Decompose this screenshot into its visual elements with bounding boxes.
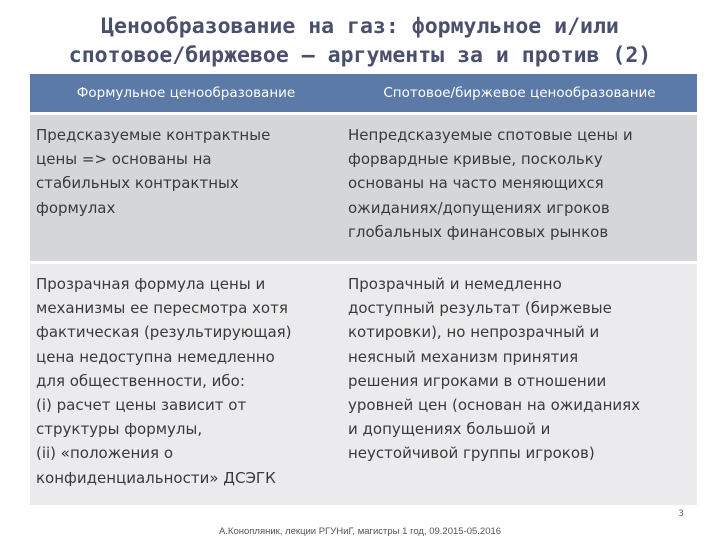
cell-formula-transparency — [30, 264, 342, 505]
text-line: решения игроками в отношении — [348, 371, 607, 390]
slide-title — [0, 12, 720, 70]
text-line: основаны на часто меняющихся — [348, 174, 604, 193]
header-spot-pricing: Спотовое/биржевое ценообразование — [383, 85, 656, 101]
comparison-table — [30, 74, 697, 505]
text-line: доступный результат (биржевые — [348, 299, 612, 318]
text-line: для общественности, ибо: — [36, 371, 245, 390]
footer-credit: А.Конопляник, лекции РГУНиГ, магистры 1 год, 09.2015-05.2016 — [218, 526, 502, 537]
table-header — [30, 74, 697, 112]
cell-spot-transparency — [342, 264, 697, 505]
text-line: форвардные кривые, поскольку — [348, 150, 603, 169]
text-line: Непредсказуемые спотовые цены и — [348, 126, 633, 144]
text-line: Прозрачный и немедленно — [348, 275, 562, 293]
text-line: конфиденциальности» ДСЭГК — [36, 468, 276, 487]
title-line-1: Ценообразование на газ: формульное и/или — [101, 14, 619, 39]
title-line-2: спотовое/биржевое – аргументы за и против (2) — [68, 43, 652, 68]
cell-formula-predictability — [30, 115, 342, 261]
text-line: и допущениях большой и — [348, 420, 551, 439]
cell-spot-predictability — [342, 115, 697, 261]
text-line: неясный механизм принятия — [348, 347, 579, 366]
text-line: фактическая (результирующая) — [36, 323, 292, 342]
text-line: (ii) «положения о — [36, 444, 173, 463]
text-line: неустойчивой группы игроков) — [348, 444, 595, 463]
text-line: структуры формулы, — [36, 420, 203, 439]
page-number: 3 — [678, 509, 684, 519]
text-line: ожиданиях/допущениях игроков — [348, 198, 610, 217]
text-line: (i) расчет цены зависит от — [36, 396, 247, 415]
text-line: цена недоступна немедленно — [36, 347, 275, 366]
text-line: котировки), но непрозрачный и — [348, 323, 600, 342]
text-line: Предсказуемые контрактные — [36, 126, 271, 144]
text-line: формулах — [36, 198, 116, 217]
text-line: уровней цен (основан на ожиданиях — [348, 396, 641, 415]
text-line: Прозрачная формула цены и — [36, 275, 266, 293]
text-line: механизмы ее пересмотра хотя — [36, 299, 288, 318]
text-line: цены => основаны на — [36, 150, 212, 169]
text-line: глобальных финансовых рынков — [348, 222, 609, 241]
table-row — [30, 112, 697, 261]
table-row — [30, 261, 697, 505]
text-line: стабильных контрактных — [36, 174, 239, 193]
header-formula-pricing: Формульное ценообразование — [76, 85, 296, 101]
